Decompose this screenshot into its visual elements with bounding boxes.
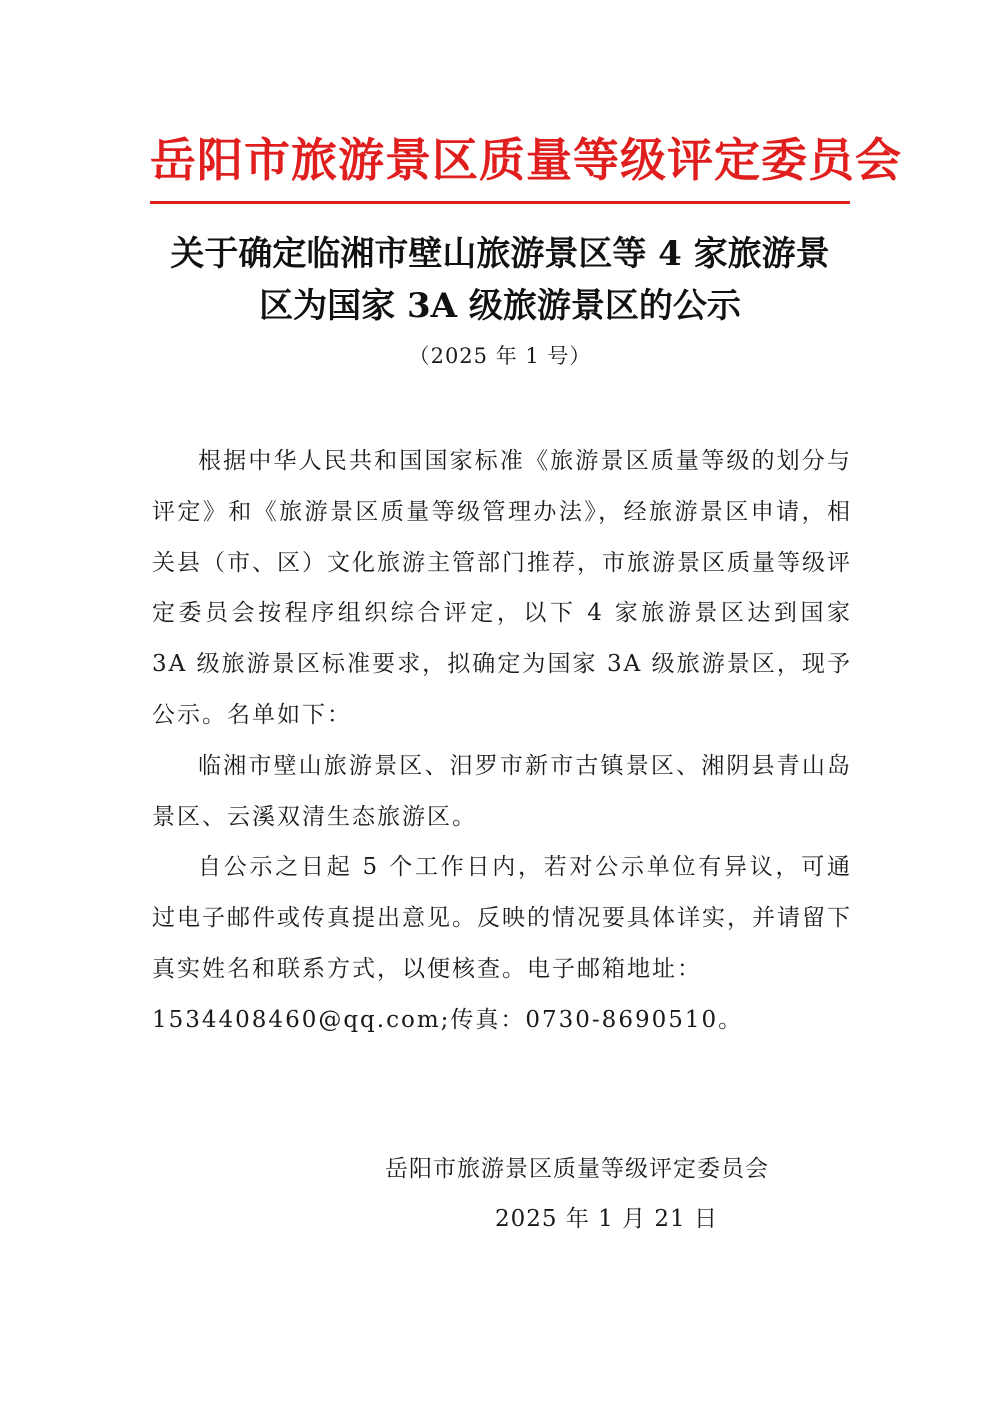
signature-organization: 岳阳市旅游景区质量等级评定委员会 bbox=[385, 1156, 769, 1182]
body-paragraph-objection: 自公示之日起 5 个工作日内，若对公示单位有异议，可通过电子邮件或传真提出意见。反映的情况要具体详实，并请留下真实姓名和联系方式，以便核查。电子邮箱地址： bbox=[152, 854, 852, 982]
body-paragraph-list: 临湘市壁山旅游景区、汨罗市新市古镇景区、湘阴县青山岛景区、云溪双清生态旅游区。 bbox=[152, 752, 852, 830]
document-number: （2025 年 1 号） bbox=[408, 344, 592, 368]
signature-block bbox=[385, 1144, 825, 1244]
signature-date: 2025 年 1 月 21 日 bbox=[495, 1206, 718, 1232]
body-paragraph-intro: 根据中华人民共和国国家标准《旅游景区质量等级的划分与评定》和《旅游景区质量等级管理办法》，经旅游景区申请，相关县（市、区）文化旅游主管部门推荐，市旅游景区质量等级评定委员会按程序组织综合评定，以下 4 家旅游景区达到国家 3A 级旅游景区标准要求，拟确定为国家 3A 级旅游景区，现予公示。名单如下： bbox=[152, 448, 852, 728]
contact-info-line: 1534408460@qq.com;传真：0730-8690510。 bbox=[152, 1006, 744, 1033]
document-title-line-1: 关于确定临湘市壁山旅游景区等 4 家旅游景 bbox=[170, 234, 830, 274]
issuing-organization-header: 岳阳市旅游景区质量等级评定委员会 bbox=[150, 133, 902, 187]
document-title-line-2: 区为国家 3A 级旅游景区的公示 bbox=[259, 286, 741, 326]
header-red-rule bbox=[150, 201, 850, 204]
document-title bbox=[150, 228, 850, 332]
document-body bbox=[152, 436, 852, 1046]
